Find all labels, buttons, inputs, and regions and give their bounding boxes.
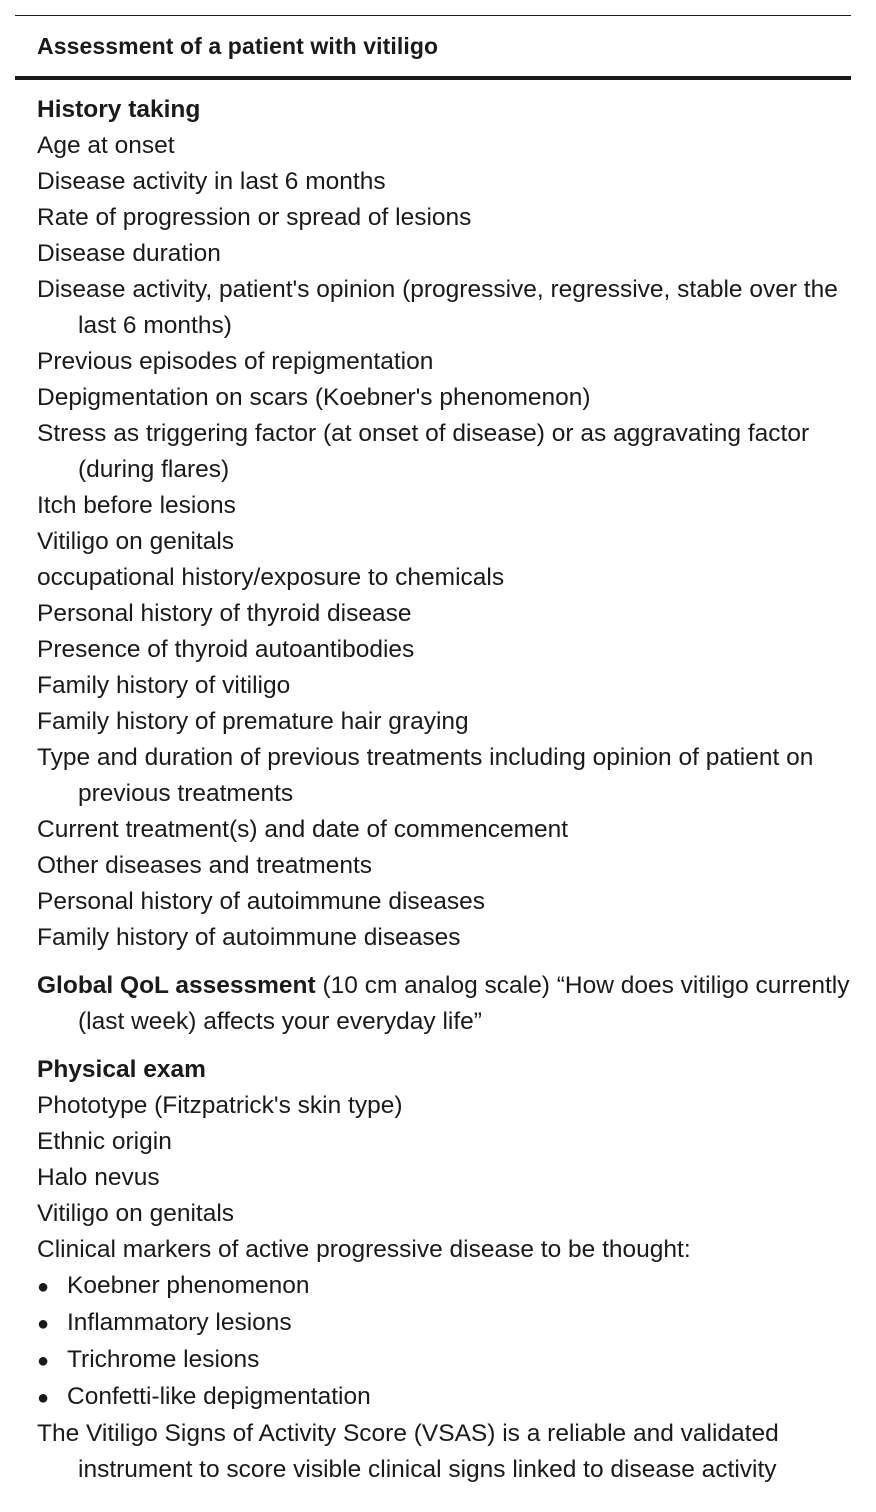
table-caption: Assessment of a patient with vitiligo [37,32,439,59]
bullet-item [37,1305,851,1342]
section-title-history: History taking [37,96,201,123]
section-title-exam: Physical exam [37,1056,206,1083]
bullet-text: Koebner phenomenon [67,1272,310,1299]
bullet-item [37,1268,851,1305]
history-item: Current treatment(s) and date of commencement [37,816,569,843]
history-item: Depigmentation on scars (Koebner's phenomenon) [37,384,591,411]
exam-item: Halo nevus [37,1164,160,1191]
section-title-qol: Global QoL assessment [37,972,316,999]
history-item: occupational history/exposure to chemicals [37,564,505,591]
history-list [37,128,851,956]
history-item: Type and duration of previous treatments including opinion of patient on previous treatments [37,744,814,807]
table-body [15,80,851,1488]
history-item: Disease duration [37,240,221,267]
section-gap [37,956,851,968]
bullet-dot-icon: ● [37,1350,50,1372]
bullet-item [37,1379,851,1416]
history-item: Disease activity, patient's opinion (progressive, regressive, stable over the last 6 months) [37,276,838,339]
bullet-item [37,1342,851,1379]
history-item: Previous episodes of repigmentation [37,348,434,375]
exam-item: Phototype (Fitzpatrick's skin type) [37,1092,403,1119]
history-item: Family history of premature hair graying [37,708,469,735]
history-item: Itch before lesions [37,492,236,519]
assessment-table [15,15,851,1488]
exam-item: Vitiligo on genitals [37,1200,235,1227]
history-item: Vitiligo on genitals [37,528,235,555]
bullet-text: Confetti-like depigmentation [67,1383,371,1410]
history-item: Family history of vitiligo [37,672,291,699]
qol-row [37,968,851,1040]
exam-item: Ethnic origin [37,1128,172,1155]
section-gap [37,1040,851,1052]
exam-footer: The Vitiligo Signs of Activity Score (VSAS) is a reliable and validated instrument to score visible clinical signs linked to disease activity [37,1420,779,1483]
bullet-text: Inflammatory lesions [67,1309,292,1336]
history-item: Family history of autoimmune diseases [37,924,461,951]
bullet-dot-icon: ● [37,1387,50,1409]
exam-item: Clinical markers of active progressive disease to be thought: [37,1236,691,1263]
bullet-dot-icon: ● [37,1276,50,1298]
history-item: Personal history of thyroid disease [37,600,412,627]
bullet-dot-icon: ● [37,1313,50,1335]
history-item: Personal history of autoimmune diseases [37,888,486,915]
history-item: Disease activity in last 6 months [37,168,386,195]
history-item: Other diseases and treatments [37,852,373,879]
history-item: Stress as triggering factor (at onset of disease) or as aggravating factor (during flares) [37,420,810,483]
qol-text: (10 cm analog scale) “How does vitiligo currently (last week) affects your everyday life” [78,972,850,1035]
history-item: Rate of progression or spread of lesions [37,204,472,231]
history-item: Age at onset [37,132,175,159]
bullet-text: Trichrome lesions [67,1346,260,1373]
exam-list [37,1088,851,1488]
history-item: Presence of thyroid autoantibodies [37,636,415,663]
